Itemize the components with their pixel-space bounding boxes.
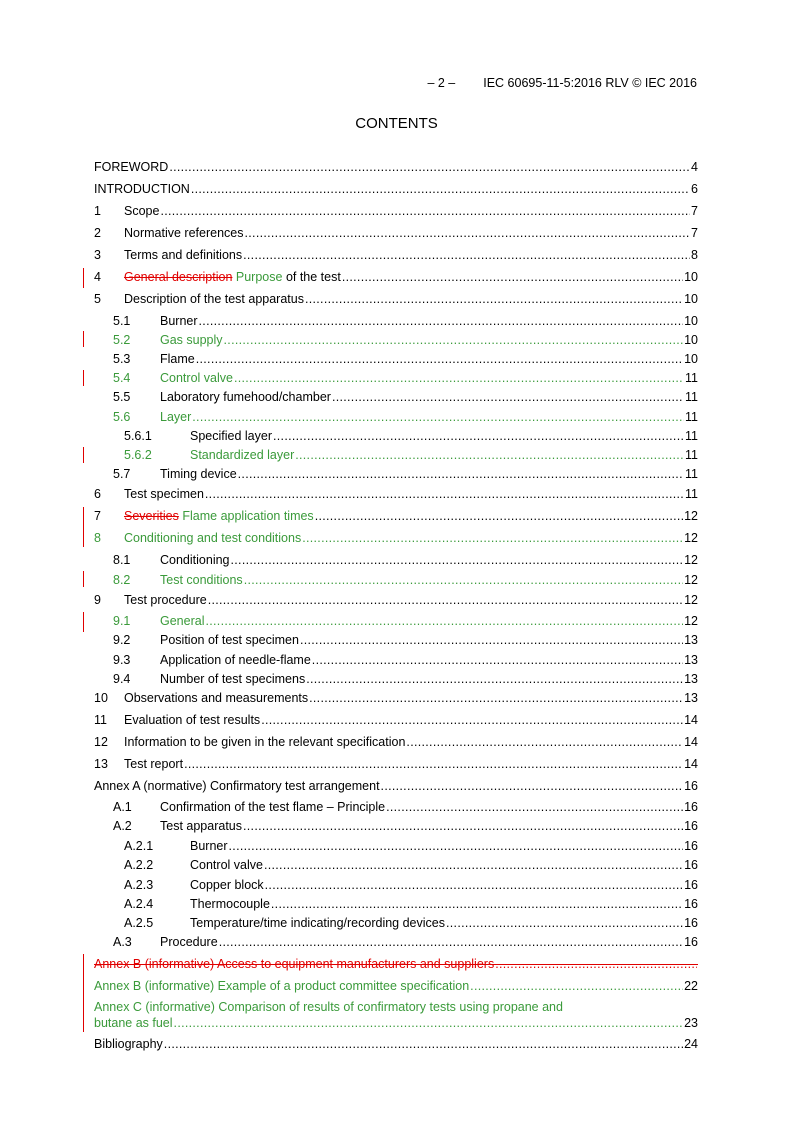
toc-entry-number: A.1: [113, 800, 132, 814]
toc-entry-10[interactable]: [94, 690, 698, 706]
toc-entry-foreword[interactable]: [94, 159, 698, 175]
toc-entry-title: Information to be given in the relevant specification: [124, 735, 406, 749]
dot-leader: [224, 332, 684, 348]
toc-entry-page: 10: [684, 314, 698, 328]
dot-leader: [160, 203, 690, 219]
dot-leader: [381, 778, 684, 794]
toc-entry-5-3[interactable]: [113, 351, 698, 367]
dot-leader: [229, 838, 684, 854]
toc-entry-title: Position of test specimen: [160, 633, 299, 647]
toc-entry-5-4[interactable]: [113, 370, 698, 386]
dot-leader: [273, 428, 684, 444]
toc-entry-page: 13: [684, 633, 698, 647]
toc-entry-5-1[interactable]: [113, 313, 698, 329]
toc-entry-3[interactable]: [94, 247, 698, 263]
page-number: – 2 –: [427, 76, 456, 90]
toc-entry-page: 4: [691, 160, 698, 174]
toc-entry-title: Test conditions: [160, 573, 243, 587]
toc-entry-annex-c[interactable]: [94, 999, 698, 1031]
toc-entry-number: 5.2: [113, 333, 131, 347]
toc-entry-page: 12: [684, 614, 698, 628]
toc-entry-number: 4: [94, 270, 101, 284]
toc-entry-12[interactable]: [94, 734, 698, 750]
toc-entry-number: 6: [94, 487, 101, 501]
toc-entry-9-2[interactable]: [113, 632, 698, 648]
toc-entry-page: 13: [684, 653, 698, 667]
toc-entry-page: 14: [684, 757, 698, 771]
toc-entry-number: 3: [94, 248, 101, 262]
toc-entry-title-continuation: [94, 1015, 698, 1031]
toc-entry-title: Burner: [160, 314, 198, 328]
toc-entry-number: 8.2: [113, 573, 131, 587]
toc-entry-page: 14: [684, 713, 698, 727]
toc-entry-number: A.2.5: [124, 916, 154, 930]
toc-entry-title: Number of test specimens: [160, 672, 306, 686]
toc-entry-page: 22: [684, 979, 698, 993]
toc-entry-page: 13: [684, 691, 698, 705]
toc-entry-a-2[interactable]: [113, 818, 698, 834]
toc-entry-5[interactable]: [94, 291, 698, 307]
toc-entry-title: Laboratory fumehood/chamber: [160, 390, 331, 404]
toc-entry-number: 13: [94, 757, 108, 771]
toc-entry-title: Observations and measurements: [124, 691, 309, 705]
toc-entry-title: Description of the test apparatus: [124, 292, 304, 306]
dot-leader: [164, 1036, 683, 1052]
dot-leader: [261, 712, 683, 728]
dot-leader: [245, 225, 691, 241]
toc-entry-title: Standardized layer: [190, 448, 295, 462]
dot-leader: [199, 313, 684, 329]
toc-entry-title: Timing device: [160, 467, 237, 481]
dot-leader: [196, 351, 683, 367]
toc-entry-title: INTRODUCTION: [94, 182, 190, 196]
toc-entry-page: 11: [685, 410, 698, 424]
toc-entry-number: 5.6.2: [124, 448, 152, 462]
toc-entry-number: 1: [94, 204, 101, 218]
toc-entry-page: 13: [684, 672, 698, 686]
toc-entry-title: Scope: [124, 204, 160, 218]
toc-entry-7[interactable]: [94, 508, 698, 524]
dot-leader: [305, 291, 683, 307]
toc-entry-title: Procedure: [160, 935, 218, 949]
title-rest: of the test: [285, 270, 341, 284]
toc-entry-title: Conditioning: [160, 553, 230, 567]
toc-entry-page: 23: [684, 1016, 698, 1030]
inserted-text: Flame application times: [182, 509, 314, 523]
toc-entry-number: 5: [94, 292, 101, 306]
deleted-text: General description: [124, 270, 233, 284]
toc-entry-page: 10: [684, 270, 698, 284]
dot-leader: [306, 671, 683, 687]
dot-leader: [243, 247, 690, 263]
toc-entry-page: 11: [685, 429, 698, 443]
dot-leader: [231, 552, 684, 568]
page-title: CONTENTS: [355, 115, 438, 132]
toc-entry-page: 11: [685, 448, 698, 462]
toc-entry-a-2-1[interactable]: [124, 838, 698, 854]
toc-entry-page: 24: [684, 1037, 698, 1051]
toc-entry-title: Copper block: [190, 878, 264, 892]
toc-entry-title: General: [160, 614, 205, 628]
toc-entry-page: 16: [684, 779, 698, 793]
toc-entry-title: Conditioning and test conditions: [124, 531, 302, 545]
toc-entry-page: 6: [691, 182, 698, 196]
toc-entry-title: Test procedure: [124, 593, 207, 607]
toc-entry-number: 8.1: [113, 553, 131, 567]
toc-entry-a-1[interactable]: [113, 799, 698, 815]
toc-entry-number: 9.1: [113, 614, 131, 628]
toc-entry-5-7[interactable]: [113, 466, 698, 482]
toc-entry-6[interactable]: [94, 486, 698, 502]
inserted-text: Purpose: [235, 270, 283, 284]
toc-entry-title: Test specimen: [124, 487, 204, 501]
toc-entry-number: A.2.2: [124, 858, 154, 872]
toc-entry-page: 14: [684, 735, 698, 749]
toc-entry-title: Test report: [124, 757, 184, 771]
toc-entry-title: Specified layer: [190, 429, 272, 443]
toc-entry-page: 16: [684, 819, 698, 833]
toc-entry-title: Test apparatus: [160, 819, 242, 833]
dot-leader: [234, 370, 684, 386]
dot-leader: [238, 466, 684, 482]
toc-entry-page: 12: [684, 593, 698, 607]
toc-entry-title: Bibliography: [94, 1037, 163, 1051]
toc-entry-page: 10: [684, 333, 698, 347]
dot-leader: [174, 1015, 684, 1031]
toc-entry-5-6-1[interactable]: [124, 428, 698, 444]
toc-entry-page: 16: [684, 878, 698, 892]
toc-entry-8[interactable]: [94, 530, 698, 546]
toc-entry-number: 11: [94, 713, 107, 727]
toc-entry-title: Terms and definitions: [124, 248, 243, 262]
dot-leader: [386, 799, 683, 815]
dot-leader: [192, 409, 684, 425]
dot-leader: [312, 652, 683, 668]
toc-entry-page: 12: [684, 531, 698, 545]
toc-entry-title: [124, 508, 314, 524]
dot-leader: [332, 389, 684, 405]
toc-entry-page: 11: [685, 371, 698, 385]
dot-leader: [271, 896, 683, 912]
toc-entry-title: Annex C (informative) Comparison of results of confirmatory tests using propane and: [94, 1000, 563, 1014]
dot-leader: [470, 978, 683, 994]
toc-entry-page: 16: [684, 897, 698, 911]
toc-entry-page: 11: [685, 487, 698, 501]
toc-entry-annex-b-deleted[interactable]: [94, 956, 698, 972]
toc-entry-title: Flame: [160, 352, 195, 366]
toc-entry-2[interactable]: [94, 225, 698, 241]
toc-entry-8-2[interactable]: [113, 572, 698, 588]
toc-entry-number: 5.7: [113, 467, 131, 481]
toc-entry-number: 7: [94, 509, 101, 523]
toc-entry-title: Control valve: [190, 858, 263, 872]
toc-entry-page: 7: [691, 226, 698, 240]
toc-entry-annex-b[interactable]: [94, 978, 698, 994]
dot-leader: [302, 530, 683, 546]
toc-entry-4[interactable]: [94, 269, 698, 285]
toc-entry-page: 10: [684, 352, 698, 366]
toc-entry-11[interactable]: [94, 712, 698, 728]
toc-entry-number: A.3: [113, 935, 132, 949]
toc-entry-title: Temperature/time indicating/recording devices: [190, 916, 445, 930]
toc-entry-page: 16: [684, 800, 698, 814]
dot-leader: [495, 956, 697, 972]
toc-entry-page: 12: [684, 509, 698, 523]
toc-entry-number: 5.6: [113, 410, 131, 424]
toc-entry-number: 5.1: [113, 314, 131, 328]
toc-entry-number: 12: [94, 735, 108, 749]
dot-leader: [244, 572, 683, 588]
toc-entry-a-2-4[interactable]: [124, 896, 698, 912]
toc-entry-page: 16: [684, 916, 698, 930]
toc-entry-page: 16: [684, 858, 698, 872]
deleted-text: Severities: [124, 509, 179, 523]
toc-entry-number: 5.3: [113, 352, 131, 366]
toc-entry-title: Control valve: [160, 371, 233, 385]
toc-entry-title: FOREWORD: [94, 160, 169, 174]
dot-leader: [315, 508, 683, 524]
toc-entry-page: 12: [684, 573, 698, 587]
dot-leader: [300, 632, 683, 648]
toc-entry-number: 9: [94, 593, 101, 607]
dot-leader: [243, 818, 683, 834]
toc-entry-number: 9.3: [113, 653, 131, 667]
toc-entry-number: A.2.1: [124, 839, 154, 853]
dot-leader: [169, 159, 690, 175]
toc-entry-bibliography[interactable]: [94, 1036, 698, 1052]
toc-entry-page: 16: [684, 935, 698, 949]
toc-entry-8-1[interactable]: [113, 552, 698, 568]
toc-entry-page: 12: [684, 553, 698, 567]
toc-entry-title: Gas supply: [160, 333, 223, 347]
toc-entry-number: 9.2: [113, 633, 131, 647]
toc-entry-a-3[interactable]: [113, 934, 698, 950]
toc-entry-title: Thermocouple: [190, 897, 270, 911]
dot-leader: [191, 181, 690, 197]
toc-entry-number: 10: [94, 691, 108, 705]
dot-leader: [406, 734, 683, 750]
dot-leader: [446, 915, 683, 931]
dot-leader: [309, 690, 683, 706]
toc-entry-9-1[interactable]: [113, 613, 698, 629]
toc-entry-page: 11: [685, 390, 698, 404]
toc-entry-title: Layer: [160, 410, 192, 424]
dot-leader: [295, 447, 684, 463]
toc-entry-a-2-3[interactable]: [124, 877, 698, 893]
toc-entry-number: 2: [94, 226, 101, 240]
toc-entry-number: 5.6.1: [124, 429, 152, 443]
toc-entry-a-2-2[interactable]: [124, 857, 698, 873]
toc-entry-13[interactable]: [94, 756, 698, 772]
toc-entry-5-2[interactable]: [113, 332, 698, 348]
toc-entry-title: Confirmation of the test flame – Principle: [160, 800, 386, 814]
toc-entry-page: 7: [691, 204, 698, 218]
toc-entry-number: A.2.4: [124, 897, 154, 911]
toc-entry-introduction[interactable]: [94, 181, 698, 197]
toc-entry-5-6-2[interactable]: [124, 447, 698, 463]
toc-entry-page: 16: [684, 839, 698, 853]
toc-entry-number: A.2.3: [124, 878, 154, 892]
dot-leader: [208, 592, 683, 608]
dot-leader: [219, 934, 683, 950]
toc-entry-a-2-5[interactable]: [124, 915, 698, 931]
dot-leader: [264, 857, 683, 873]
dot-leader: [342, 269, 683, 285]
toc-entry-number: 8: [94, 531, 101, 545]
toc-entry-number: A.2: [113, 819, 132, 833]
toc-entry-page: 10: [684, 292, 698, 306]
toc-entry-annex-a[interactable]: [94, 778, 698, 794]
toc-entry-title: Annex A (normative) Confirmatory test arrangement: [94, 779, 380, 793]
toc-entry-number: 5.4: [113, 371, 131, 385]
dot-leader: [184, 756, 683, 772]
document-reference: IEC 60695-11-5:2016 RLV © IEC 2016: [483, 76, 697, 90]
toc-entry-title: Evaluation of test results: [124, 713, 261, 727]
toc-entry-9-4[interactable]: [113, 671, 698, 687]
toc-entry-title: Burner: [190, 839, 228, 853]
toc-entry-page: 11: [685, 467, 698, 481]
toc-entry-9-3[interactable]: [113, 652, 698, 668]
toc-entry-number: 9.4: [113, 672, 131, 686]
toc-entry-title: [124, 269, 341, 285]
toc-entry-number: 5.5: [113, 390, 131, 404]
toc-entry-page: 8: [691, 248, 698, 262]
toc-entry-title: Annex B (informative) Access to equipment manufacturers and suppliers: [94, 957, 495, 971]
toc-entry-title: Application of needle-flame: [160, 653, 311, 667]
toc-entry-title: Normative references: [124, 226, 244, 240]
toc-entry-5-6[interactable]: [113, 409, 698, 425]
toc-entry-title-cont: butane as fuel: [94, 1016, 173, 1030]
dot-leader: [205, 486, 684, 502]
toc-entry-5-5[interactable]: [113, 389, 698, 405]
toc-entry-9[interactable]: [94, 592, 698, 608]
dot-leader: [205, 613, 683, 629]
dot-leader: [265, 877, 683, 893]
toc-entry-title: Annex B (informative) Example of a product committee specification: [94, 979, 470, 993]
toc-entry-1[interactable]: [94, 203, 698, 219]
